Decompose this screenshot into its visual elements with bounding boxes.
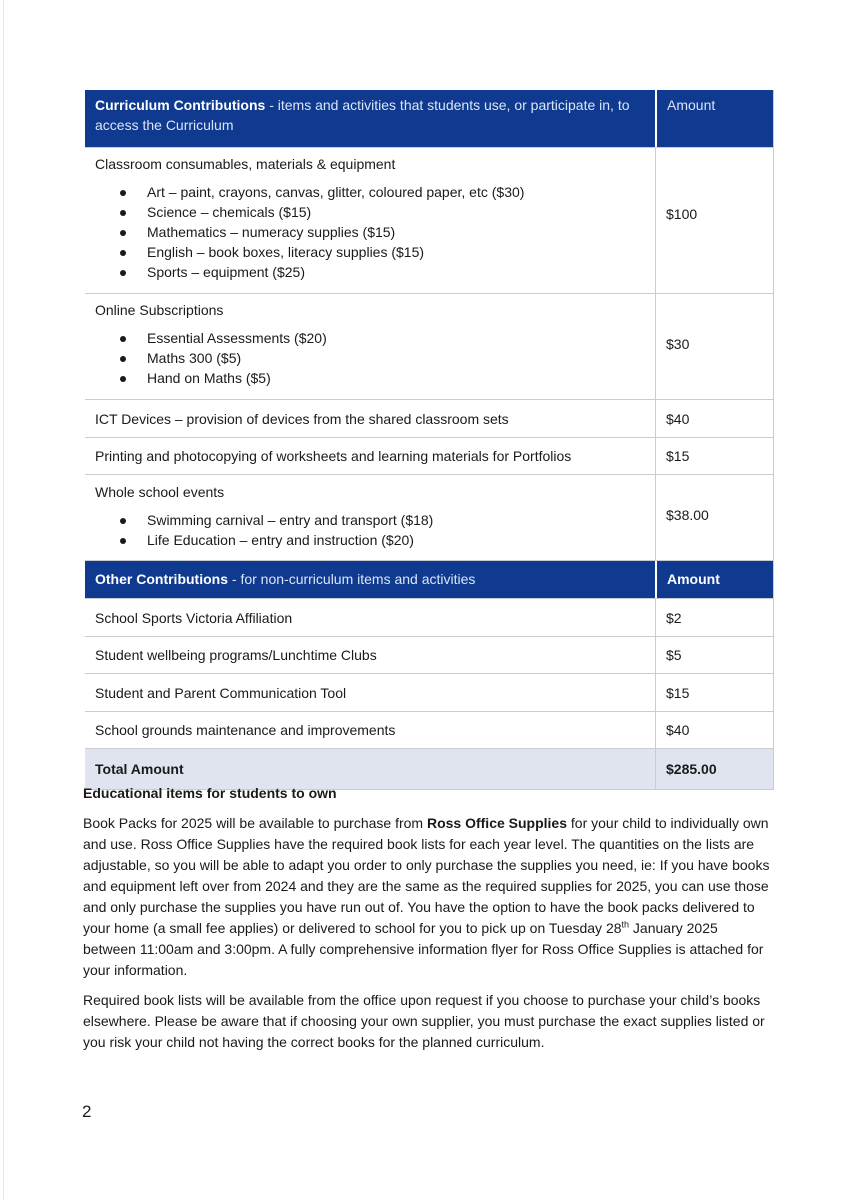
- row-amount: $40: [655, 400, 773, 437]
- table-row-printing: [85, 437, 773, 474]
- row-title: ICT Devices – provision of devices from the shared classroom sets: [95, 410, 509, 427]
- bullet-list: [95, 510, 645, 550]
- row-title: Student wellbeing programs/Lunchtime Clubs: [95, 647, 377, 663]
- list-item: Life Education – entry and instruction ($20): [147, 530, 645, 550]
- row-title: School Sports Victoria Affiliation: [95, 609, 293, 626]
- table-row: [85, 711, 773, 748]
- total-label: Total Amount: [95, 761, 184, 777]
- table-row: [85, 673, 773, 711]
- section-heading: Educational items for students to own: [83, 785, 337, 801]
- bullet-list: [95, 328, 645, 388]
- row-title: Printing and photocopying of worksheets and learning materials for Portfolios: [95, 448, 572, 464]
- row-amount: $30: [666, 336, 690, 352]
- bullet-list: [95, 182, 645, 282]
- row-title: Online Subscriptions: [95, 302, 224, 318]
- list-item: Essential Assessments ($20): [147, 328, 645, 348]
- table-row: [85, 598, 773, 636]
- row-amount: $15: [655, 674, 773, 711]
- paragraph-book-lists: Required book lists will be available from the office upon request if you choose to purchase your child’s books elsewhere. Please be aware that if choosing your own supplier, you must purchase the exact supplies listed or you risk your child not having the correct books for the planned curriculum.: [83, 992, 765, 1050]
- list-item: English – book boxes, literacy supplies ($15): [147, 242, 645, 262]
- other-header-subtitle: - for non-curriculum items and activities: [228, 571, 476, 587]
- list-item: Swimming carnival – entry and transport ($18): [147, 510, 645, 530]
- row-title: Whole school events: [95, 484, 225, 500]
- table-row-ict: [85, 399, 773, 437]
- row-amount: $15: [655, 438, 773, 474]
- paragraph-book-packs: Book Packs for 2025 will be available to purchase from Ross Office Supplies for your child to individually own and use. Ross Office Supplies have the required book lists for each year level. The quantities on the lists are adjustable, so you will be able to adapt you order to only purchase the supplies you need, ie: If you have books and equipment left over from 2024 and they are the same as the required supplies for 2025, you can use those and only purchase the supplies you have run out of. You have the option to have the book packs delivered to your home (a small fee applies) or delivered to school for you to pick up on Tuesday 28th January 2025 between 11:00am and 3:00pm. A fully comprehensive information flyer for Ross Office Supplies is attached for your information.: [83, 815, 770, 978]
- curriculum-header-title: Curriculum Contributions: [95, 97, 266, 113]
- other-amount-header: Amount: [655, 561, 773, 598]
- list-item: Sports – equipment ($25): [147, 262, 645, 282]
- other-header-title: Other Contributions: [95, 571, 228, 587]
- list-item: Mathematics – numeracy supplies ($15): [147, 222, 645, 242]
- curriculum-header-row: [85, 90, 773, 147]
- row-amount: $38.00: [666, 507, 709, 523]
- row-amount: $5: [655, 637, 773, 673]
- scan-edge-line: [3, 0, 4, 1200]
- total-amount: $285.00: [655, 749, 773, 789]
- list-item: Science – chemicals ($15): [147, 202, 645, 222]
- list-item: Hand on Maths ($5): [147, 368, 645, 388]
- educational-items-section: [83, 783, 773, 1053]
- table-row-classroom: [85, 147, 773, 293]
- contributions-table: [85, 90, 774, 790]
- table-row: [85, 636, 773, 673]
- curriculum-amount-header: Amount: [655, 90, 773, 147]
- row-amount: $100: [666, 206, 698, 222]
- table-row-online: [85, 293, 773, 399]
- row-title: Classroom consumables, materials & equipment: [95, 156, 396, 172]
- list-item: Art – paint, crayons, canvas, glitter, coloured paper, etc ($30): [147, 182, 645, 202]
- row-amount: $40: [655, 712, 773, 748]
- row-title: School grounds maintenance and improvements: [95, 722, 396, 738]
- row-title: Student and Parent Communication Tool: [95, 684, 347, 701]
- row-amount: $2: [655, 599, 773, 636]
- curriculum-header-subtitle: - items and activities that students use, or participate in, to access the Curriculum: [95, 97, 630, 133]
- list-item: Maths 300 ($5): [147, 348, 645, 368]
- table-row-events: [85, 474, 773, 560]
- supplier-name: Ross Office Supplies: [426, 815, 568, 831]
- other-header-row: [85, 560, 773, 598]
- page-number: 2: [82, 1102, 92, 1121]
